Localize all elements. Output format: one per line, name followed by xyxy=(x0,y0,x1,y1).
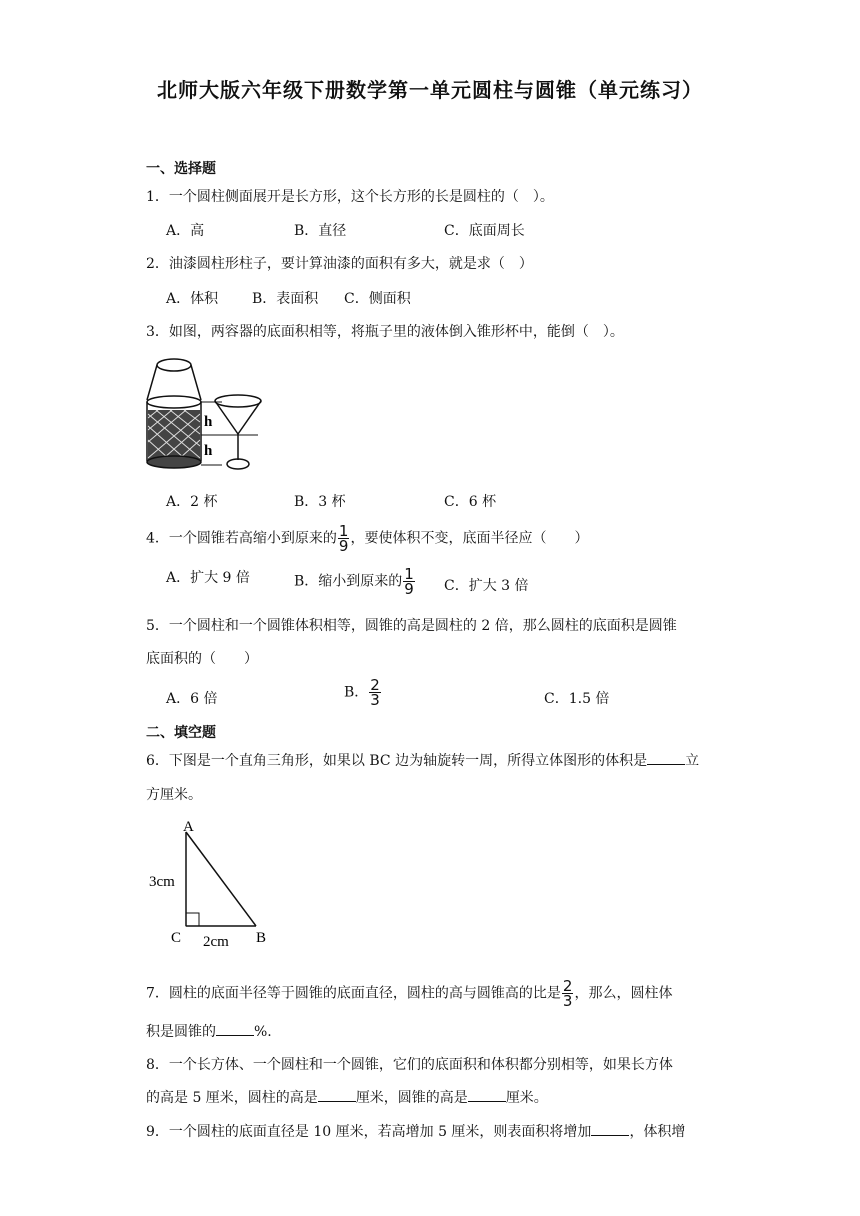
q5-option-b-label: B． xyxy=(344,684,369,701)
question-1: 1．一个圆柱侧面展开是长方形，这个长方形的长是圆柱的（ ）。 xyxy=(146,189,554,205)
q4-option-b-fraction xyxy=(403,567,415,596)
question-5-line-2: 底面积的（ ） xyxy=(146,651,258,667)
q5-b-denominator: 3 xyxy=(370,691,380,709)
q1-option-b[interactable]: B．直径 xyxy=(294,223,347,239)
question-6-line-2: 方厘米。 xyxy=(146,787,202,803)
q4-option-b-text: B．缩小到原来的 xyxy=(294,573,403,590)
q3-option-c[interactable]: C．6 杯 xyxy=(444,494,497,510)
q2-option-a[interactable]: A．体积 xyxy=(166,291,219,307)
question-8-line-2 xyxy=(146,1087,548,1107)
q9-text-post: ，体积增 xyxy=(629,1124,686,1140)
question-7-line-1 xyxy=(146,979,672,1008)
q7-line2-post: %. xyxy=(254,1024,272,1040)
section-fill-heading: 二、填空题 xyxy=(146,725,216,741)
bottle-and-cone-cup-figure xyxy=(142,354,267,474)
q5-option-b-fraction xyxy=(369,678,381,707)
question-5-line-1: 5．一个圆柱和一个圆锥体积相等，圆锥的高是圆柱的 2 倍，那么圆柱的底面积是圆锥 xyxy=(146,618,677,634)
q4-option-b[interactable] xyxy=(294,567,416,596)
q5-option-b[interactable] xyxy=(344,678,382,707)
page-title: 北师大版六年级下册数学第一单元圆柱与圆锥（单元练习） xyxy=(157,78,703,102)
question-8-line-1: 8．一个长方体、一个圆柱和一个圆锥，它们的底面积和体积都分别相等，如果长方体 xyxy=(146,1057,673,1073)
q2-option-b[interactable]: B．表面积 xyxy=(252,291,319,307)
q4-b-numerator: 1 xyxy=(404,565,414,583)
q5-option-a[interactable]: A．6 倍 xyxy=(166,691,218,707)
q7-text-pre: 7．圆柱的底面半径等于圆锥的底面直径，圆柱的高与圆锥高的比是 xyxy=(146,985,561,1002)
q7-fraction-denominator: 3 xyxy=(562,992,573,1010)
question-3: 3．如图，两容器的底面积相等，将瓶子里的液体倒入锥形杯中，能倒（ ）。 xyxy=(146,324,624,340)
q3-option-b[interactable]: B．3 杯 xyxy=(294,494,346,510)
q3-h-label-upper: h xyxy=(204,414,213,430)
q4-option-a[interactable]: A．扩大 9 倍 xyxy=(166,570,250,586)
q5-b-numerator: 2 xyxy=(370,676,380,694)
q4-fraction-numerator: 1 xyxy=(338,522,349,540)
q3-option-a[interactable]: A．2 杯 xyxy=(166,494,218,510)
vertex-a-label: A xyxy=(183,819,194,835)
q4-text-post: ，要使体积不变，底面半径应（ ） xyxy=(350,530,589,547)
q8-text-b: 厘米，圆锥的高是 xyxy=(355,1090,468,1106)
q1-option-c[interactable]: C．底面周长 xyxy=(444,223,525,239)
question-7-line-2 xyxy=(146,1021,272,1041)
q9-surface-area-blank[interactable] xyxy=(591,1122,629,1136)
vertex-b-label: B xyxy=(256,930,267,946)
q2-option-c[interactable]: C．侧面积 xyxy=(344,291,411,307)
q8-cone-height-blank[interactable] xyxy=(468,1088,506,1102)
question-6-line-1 xyxy=(146,750,699,770)
question-4 xyxy=(146,524,588,553)
q4-option-c[interactable]: C．扩大 3 倍 xyxy=(444,578,529,594)
q4-b-denominator: 9 xyxy=(404,580,414,598)
side-cb-length: 2cm xyxy=(203,934,229,949)
q1-option-a[interactable]: A．高 xyxy=(166,223,205,239)
q8-text-c: 厘米。 xyxy=(505,1090,548,1106)
q4-fraction xyxy=(338,524,350,553)
vertex-c-label: C xyxy=(171,930,182,946)
q6-text-pre: 6．下图是一个直角三角形，如果以 BC 边为轴旋转一周，所得立体图形的体积是 xyxy=(146,753,648,769)
q7-fraction xyxy=(562,979,574,1008)
q8-text-a: 的高是 5 厘米，圆柱的高是 xyxy=(146,1090,318,1106)
q9-text-pre: 9．一个圆柱的底面直径是 10 厘米，若高增加 5 厘米，则表面积将增加 xyxy=(146,1124,592,1140)
q5-option-c[interactable]: C．1.5 倍 xyxy=(544,691,610,707)
q7-line2-pre: 积是圆锥的 xyxy=(146,1024,216,1040)
q6-answer-blank[interactable] xyxy=(647,751,685,765)
q3-h-label-lower: h xyxy=(204,443,213,459)
q7-answer-blank[interactable] xyxy=(216,1022,254,1036)
section-choice-heading: 一、选择题 xyxy=(146,161,216,177)
q8-cylinder-height-blank[interactable] xyxy=(318,1088,356,1102)
q4-fraction-denominator: 9 xyxy=(338,537,349,555)
right-triangle-figure xyxy=(146,814,276,949)
question-9-line-1 xyxy=(146,1121,685,1141)
side-ac-length: 3cm xyxy=(149,874,175,890)
q7-fraction-numerator: 2 xyxy=(562,977,573,995)
question-2: 2．油漆圆柱形柱子，要计算油漆的面积有多大，就是求（ ） xyxy=(146,256,533,272)
q6-text-post: 立 xyxy=(685,753,700,769)
q7-text-post: ，那么，圆柱体 xyxy=(574,985,673,1002)
q4-text-pre: 4．一个圆锥若高缩小到原来的 xyxy=(146,530,337,547)
